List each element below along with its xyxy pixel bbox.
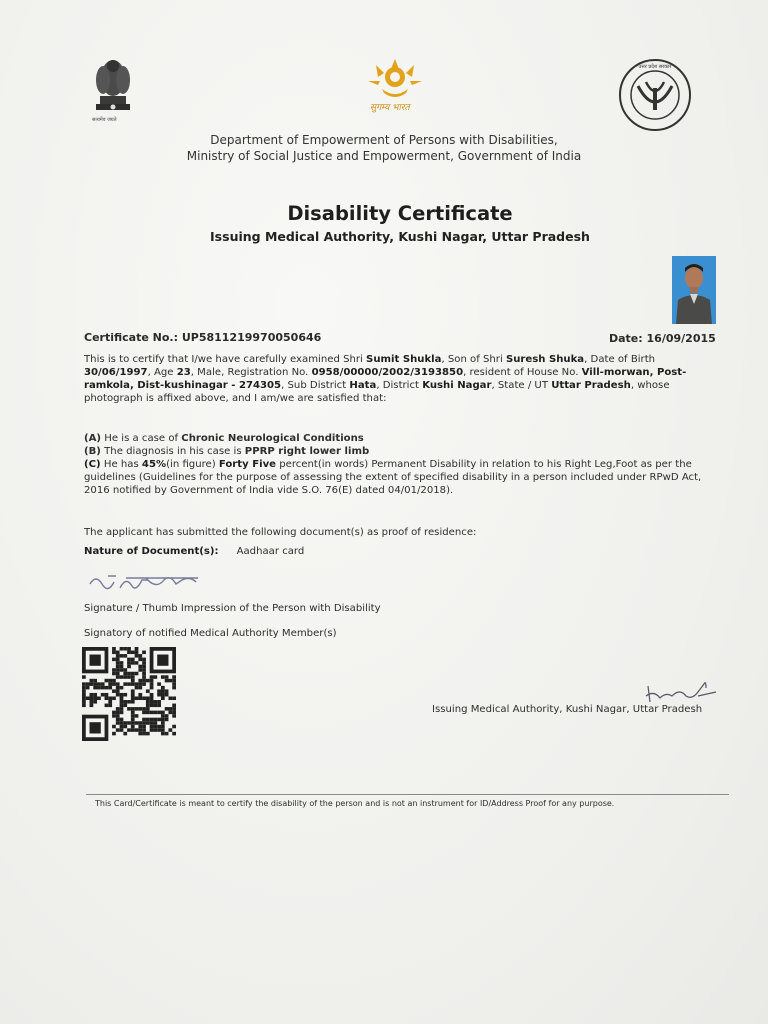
nature-of-document-value: Aadhaar card	[236, 546, 305, 557]
item-b	[84, 445, 369, 458]
authority-signature-icon	[640, 678, 720, 706]
state-seal-icon	[618, 58, 692, 132]
item-a-text: He is a case of	[101, 433, 182, 444]
certification-paragraph	[84, 353, 718, 405]
body-text: , resident of House No.	[463, 367, 582, 378]
footer-divider	[86, 794, 729, 795]
page-title: Disability Certificate	[287, 202, 513, 225]
residence-statement: The applicant has submitted the following document(s) as proof of residence:	[84, 527, 477, 538]
body-text: , Son of Shri	[441, 354, 506, 365]
item-b-label: (B)	[84, 446, 101, 457]
body-text: , District	[376, 380, 423, 391]
national-emblem-icon	[88, 52, 138, 124]
item-c-text: percent(in words) Permanent Disability in relation to his Right Leg,Foot as per the guidelines (Guidelines for the purpose of assessing the extent of specified disability in a person included under RPwD Act, 2016 notified by Government of India vide S.O. 76(E) dated 04/01/2018).	[84, 459, 702, 496]
applicant-name: Sumit Shukla	[366, 354, 442, 365]
footer-disclaimer: This Card/Certificate is meant to certify the disability of the person and is not an instrument for ID/Address Proof for any purpose.	[95, 799, 615, 808]
certificate-date-value: 16/09/2015	[646, 332, 716, 345]
body-text: , whose photograph is affixed above, and I am/we are satisfied that:	[84, 380, 670, 404]
body-text: , Sub District	[281, 380, 350, 391]
certificate-number-label: Certificate No.:	[84, 331, 178, 344]
body-text: This is to certify that I/we have carefully examined Shri	[84, 354, 367, 365]
applicant-signature-icon	[86, 570, 202, 598]
qr-code-icon	[82, 647, 182, 741]
disability-percent-words: Forty Five	[218, 459, 276, 470]
item-a-value: Chronic Neurological Conditions	[181, 433, 364, 444]
age: 23	[176, 367, 191, 378]
state: Uttar Pradesh	[551, 380, 631, 391]
item-c-label: (C)	[84, 459, 101, 470]
body-text: , Age	[147, 367, 177, 378]
body-text: , Male, Registration No.	[190, 367, 312, 378]
date-of-birth: 30/06/1997	[84, 367, 148, 378]
center-logo-caption: सुगम्य भारत	[370, 103, 410, 113]
certificate-number	[84, 331, 321, 344]
applicant-signature-caption: Signature / Thumb Impression of the Person with Disability	[84, 603, 381, 614]
nature-of-document	[84, 545, 304, 558]
item-a-label: (A)	[84, 433, 102, 444]
item-c	[84, 458, 718, 497]
emblem-caption: सत्यमेव जयते	[92, 117, 117, 123]
item-c-text: (in figure)	[166, 459, 219, 470]
item-b-text: The diagnosis in his case is	[100, 446, 245, 457]
signatory-caption: Signatory of notified Medical Authority Member(s)	[84, 628, 337, 639]
svg-text:उत्तर प्रदेश सरकार: उत्तर प्रदेश सरकार	[638, 64, 672, 70]
nature-of-document-label: Nature of Document(s):	[84, 546, 219, 557]
authority-caption: Issuing Medical Authority, Kushi Nagar, Uttar Pradesh	[432, 704, 703, 715]
body-text: , State / UT	[491, 380, 552, 391]
item-a	[84, 432, 364, 445]
certificate-date-label: Date:	[609, 332, 643, 345]
address: Vill-morwan, Post-ramkola, Dist-kushinagar - 274305	[84, 367, 687, 391]
father-name: Suresh Shuka	[505, 354, 585, 365]
item-c-text: He has	[100, 459, 142, 470]
applicant-photo	[672, 256, 716, 324]
district: Kushi Nagar	[422, 380, 492, 391]
disability-percent: 45%	[141, 459, 167, 470]
page-subtitle: Issuing Medical Authority, Kushi Nagar, Uttar Pradesh	[210, 229, 590, 244]
registration-number: 0958/00000/2002/3193850	[311, 367, 464, 378]
body-text: , Date of Birth	[584, 354, 656, 365]
sub-district: Hata	[349, 380, 377, 391]
certificate-date	[609, 332, 716, 345]
item-b-value: PPRP right lower limb	[244, 446, 370, 457]
person-photo-icon	[672, 256, 716, 324]
department-line-1: Department of Empowerment of Persons with Disabilities,	[210, 133, 558, 147]
department-line-2: Ministry of Social Justice and Empowerment, Government of India	[186, 149, 582, 163]
certificate-number-value: UP5811219970050646	[181, 331, 322, 344]
